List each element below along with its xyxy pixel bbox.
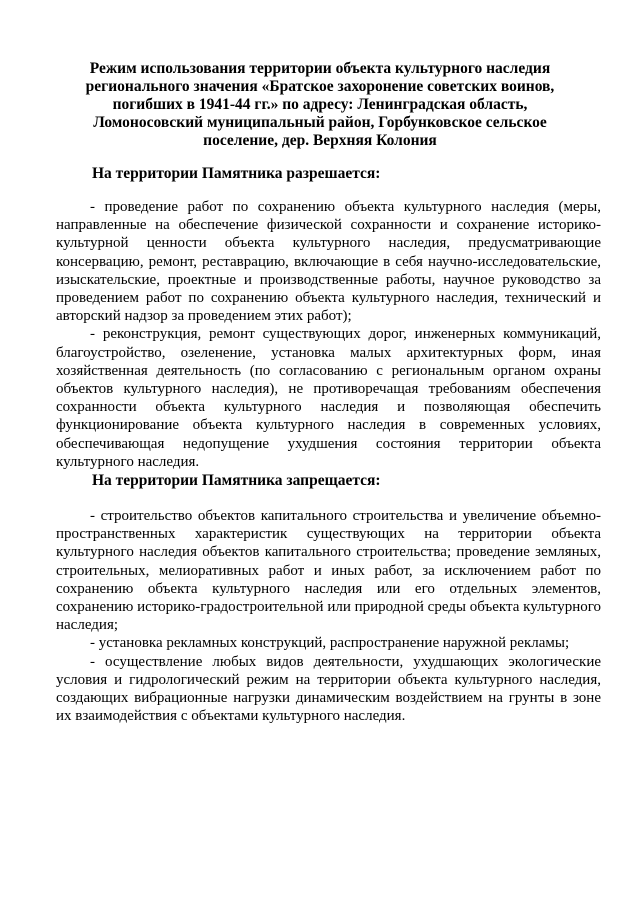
document-title: Режим использования территории объекта культурного наследия регионального значения «Братское захоронение советских воинов, погибших в 1941-44 гг.» по адресу: Ленинградская область, Ломоносовский муниципальный район, Горбунковское сельское поселение, дер. Верхняя Колония [85,60,555,149]
allowed-section [56,198,601,471]
forbidden-section [56,507,601,725]
forbidden-item: - осуществление любых видов деятельности, ухудшающих экологические условия и гидрологический режим на территории объекта культурного наследия, создающих вибрационные нагрузки динамическим воздействием на грунты в зоне их взаимодействия с объектами культурного наследия. [56,653,601,725]
allowed-heading: На территории Памятника разрешается: [92,165,381,182]
allowed-item: - реконструкция, ремонт существующих дорог, инженерных коммуникаций, благоустройство, озеленение, установка малых архитектурных форм, иная хозяйственная деятельность (по согласованию с региональным органом охраны объектов культурного наследия), не противоречащая требованиям обеспечения сохранности объекта культурного наследия и позволяющая обеспечить функционирование объекта культурного наследия в современных условиях, обеспечивающая недопущение ухудшения состояния территории объекта культурного наследия. [56,326,601,470]
allowed-item: - проведение работ по сохранению объекта культурного наследия (меры, направленные на обеспечение физической сохранности и сохранение историко-культурной ценности объекта культурного наследия, предусматривающие консервацию, ремонт, реставрацию, включающие в себя научно-исследовательские, изыскательские, проектные и производственные работы, научное руководство за проведением работ по сохранению объекта культурного наследия, технический и авторский надзор за проведением этих работ); [56,199,601,325]
forbidden-item: - установка рекламных конструкций, распространение наружной рекламы; [90,635,570,652]
forbidden-item: - строительство объектов капитального строительства и увеличение объемно-пространственных характеристик существующих на территории объекта культурного наследия объектов капитального строительства; проведение земляных, строительных, мелиоративных работ и иных работ, за исключением работ по сохранению объекта культурного наследия или его отдельных элементов, сохранению историко-градостроительной или природной среды объекта культурного наследия; [56,508,601,634]
forbidden-heading: На территории Памятника запрещается: [92,472,381,489]
